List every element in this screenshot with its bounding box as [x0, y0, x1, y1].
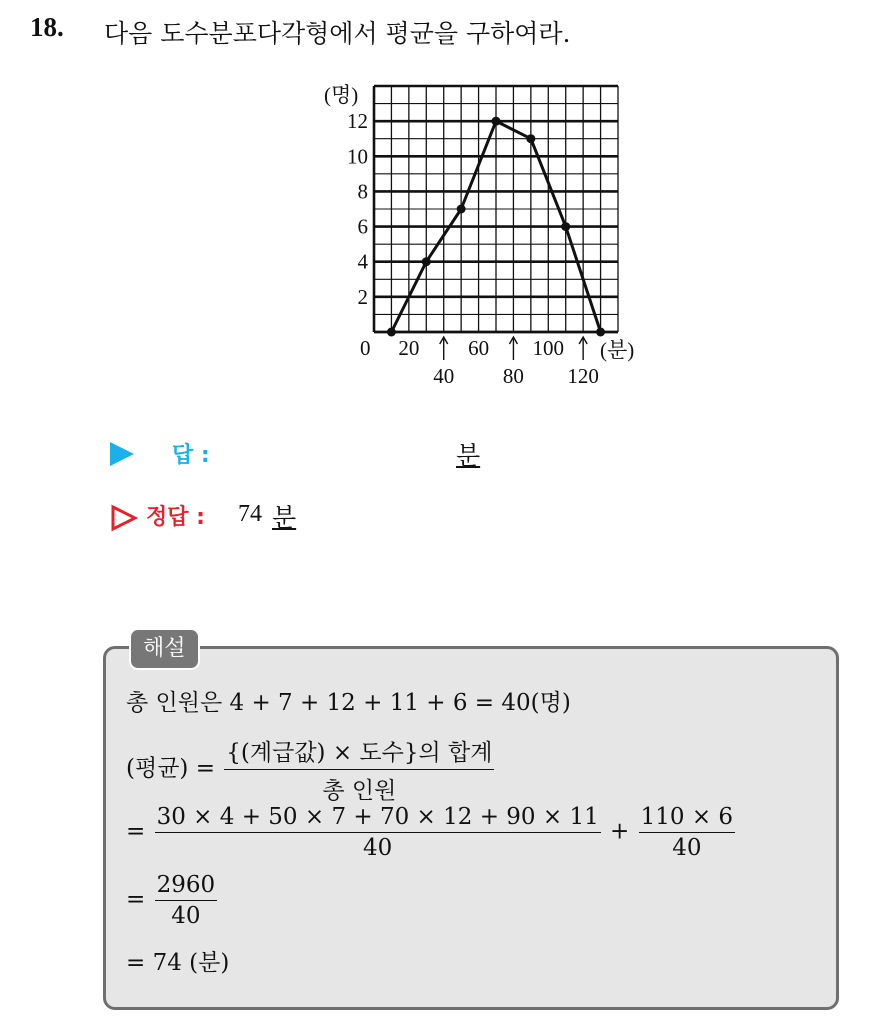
x-tick-label: 100 — [532, 336, 565, 360]
origin-label: 0 — [360, 336, 371, 360]
y-tick-label: 10 — [347, 144, 368, 169]
calc-fraction-2-denominator: 40 — [672, 835, 702, 861]
mean-fraction-numerator: {(계급값) × 도수}의 합계 — [224, 734, 494, 770]
x-tick-label: 20 — [398, 336, 420, 360]
data-point — [561, 222, 570, 231]
filled-triangle-icon — [110, 442, 134, 466]
calc-fraction-1-numerator: 30 × 4 + 50 × 7 + 70 × 12 + 90 × 11 — [155, 804, 601, 833]
data-point — [422, 257, 431, 266]
solution-line-result: = 74 (분) — [126, 950, 230, 976]
equals-sign: = — [126, 886, 146, 913]
x-tick-label: 60 — [468, 336, 490, 360]
x-tick-label: 80 — [502, 364, 524, 388]
calc-fraction-1-denominator: 40 — [363, 835, 393, 861]
calc-fraction-2 — [639, 804, 735, 861]
answer-unit: 분 — [456, 441, 481, 470]
calc-fraction-2-numerator: 110 × 6 — [639, 804, 735, 833]
frequency-polygon-chart — [310, 72, 650, 392]
solution-line-total: 총 인원은 4 + 7 + 12 + 11 + 6 = 40(명) — [126, 690, 571, 716]
correct-answer-row — [110, 498, 510, 538]
mean-fraction — [224, 734, 494, 805]
mean-lhs: (평균) = — [126, 755, 215, 782]
y-tick-label: 4 — [357, 249, 368, 274]
sum-fraction — [155, 872, 218, 929]
x-tick-label: 120 — [567, 364, 599, 388]
y-tick-label: 8 — [357, 179, 368, 204]
answer-label: 답 : — [172, 443, 210, 468]
x-axis-label: (분) — [600, 338, 635, 362]
answer-row — [110, 436, 530, 472]
data-point — [457, 205, 466, 214]
y-tick-label: 2 — [357, 284, 368, 309]
question-text: 다음 도수분포다각형에서 평균을 구하여라. — [104, 19, 571, 48]
data-point — [596, 328, 605, 337]
calc-fraction-1 — [155, 804, 601, 861]
solution-line-mean-formula — [126, 734, 496, 805]
mean-fraction-denominator: 총 인원 — [322, 778, 397, 804]
equals-sign: = — [126, 818, 146, 845]
y-tick-label: 12 — [347, 109, 368, 134]
correct-value: 74 — [238, 501, 262, 527]
correct-label: 정답 : — [146, 505, 205, 530]
y-axis-label: (명) — [324, 83, 359, 107]
chart-ticks — [347, 109, 599, 388]
data-point — [492, 117, 501, 126]
y-tick-label: 6 — [357, 214, 368, 239]
correct-unit: 분 — [272, 503, 297, 532]
solution-tag: 해설 — [129, 628, 200, 670]
sum-fraction-numerator: 2960 — [155, 872, 218, 901]
data-point — [526, 134, 535, 143]
solution-line-sum — [126, 872, 219, 929]
question-number: 18. — [30, 12, 64, 42]
plus-sign: + — [610, 818, 630, 845]
outline-triangle-icon — [110, 504, 138, 532]
sum-fraction-denominator: 40 — [171, 903, 201, 929]
x-tick-label: 40 — [433, 364, 455, 388]
data-point — [387, 328, 396, 337]
solution-line-calculation — [126, 804, 737, 861]
